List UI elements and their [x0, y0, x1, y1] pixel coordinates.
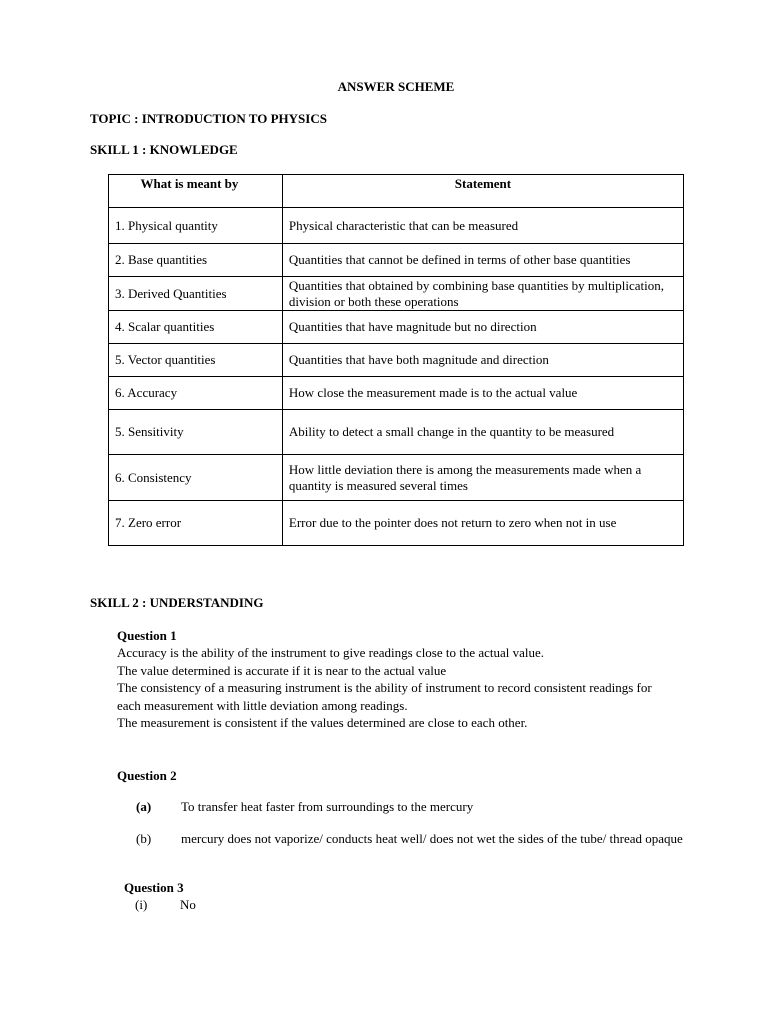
table-row: [109, 455, 684, 501]
question-3-part-i: [135, 896, 335, 916]
term-cell: 4. Scalar quantities: [109, 311, 283, 344]
part-key: (a): [136, 799, 152, 814]
term-cell: 1. Physical quantity: [109, 208, 283, 244]
question-2-label-wrap: [117, 767, 177, 784]
question-2-part-a: [136, 798, 736, 818]
statement-cell: Ability to detect a small change in the quantity to be measured: [282, 410, 683, 455]
term-cell: 7. Zero error: [109, 501, 283, 546]
question-3-label-wrap: [124, 879, 184, 896]
term-cell: 6. Accuracy: [109, 377, 283, 410]
table-row: [109, 277, 684, 311]
statement-cell: Quantities that obtained by combining base quantities by multiplication, division or both these operations: [282, 277, 683, 311]
skill2-heading: SKILL 2 : UNDERSTANDING: [90, 595, 264, 610]
question-2-label: Question 2: [117, 768, 177, 783]
question-3-label: Question 3: [124, 880, 184, 895]
statement-cell: Quantities that cannot be defined in terms of other base quantities: [282, 244, 683, 277]
term-cell: 6. Consistency: [109, 455, 283, 501]
part-key: (b): [136, 831, 152, 846]
question-1: [117, 627, 652, 731]
term-cell: 5. Sensitivity: [109, 410, 283, 455]
question-1-line: Accuracy is the ability of the instrument to give readings close to the actual value.: [117, 645, 545, 661]
statement-cell: Error due to the pointer does not return to zero when not in use: [282, 501, 683, 546]
header-what-is-meant-by: What is meant by: [109, 175, 283, 208]
term-cell: 5. Vector quantities: [109, 344, 283, 377]
question-1-line: The measurement is consistent if the values determined are close to each other.: [117, 715, 528, 731]
statement-cell: How little deviation there is among the measurements made when a quantity is measured several times: [282, 455, 683, 501]
question-1-line: The consistency of a measuring instrument is the ability of instrument to record consistent readings for: [117, 680, 652, 696]
knowledge-table: [108, 174, 684, 546]
statement-cell: How close the measurement made is to the actual value: [282, 377, 683, 410]
statement-cell: Quantities that have magnitude but no direction: [282, 311, 683, 344]
term-cell: 3. Derived Quantities: [109, 277, 283, 311]
term-cell: 2. Base quantities: [109, 244, 283, 277]
table-header-row: [109, 175, 684, 208]
table-row: [109, 311, 684, 344]
question-1-line: The value determined is accurate if it is near to the actual value: [117, 662, 447, 678]
part-text: No: [180, 897, 196, 912]
question-1-label: Question 1: [117, 628, 177, 643]
question-2-part-b: [136, 830, 736, 866]
table-row: [109, 244, 684, 277]
question-1-line: each measurement with little deviation among readings.: [117, 697, 408, 713]
header-statement: Statement: [282, 175, 683, 208]
statement-cell: Quantities that have both magnitude and direction: [282, 344, 683, 377]
table-row: [109, 208, 684, 244]
part-text: To transfer heat faster from surroundings to the mercury: [181, 799, 474, 814]
part-text: mercury does not vaporize/ conducts heat well/ does not wet the sides of the tube/ thread opaque: [181, 831, 683, 846]
document-title: ANSWER SCHEME: [337, 79, 455, 94]
topic-heading: TOPIC : INTRODUCTION TO PHYSICS: [90, 111, 327, 126]
table-row: [109, 410, 684, 455]
statement-cell: Physical characteristic that can be measured: [282, 208, 683, 244]
skill1-heading: SKILL 1 : KNOWLEDGE: [90, 142, 238, 157]
table-row: [109, 377, 684, 410]
table-row: [109, 344, 684, 377]
part-key: (i): [135, 897, 148, 912]
table-row: [109, 501, 684, 546]
